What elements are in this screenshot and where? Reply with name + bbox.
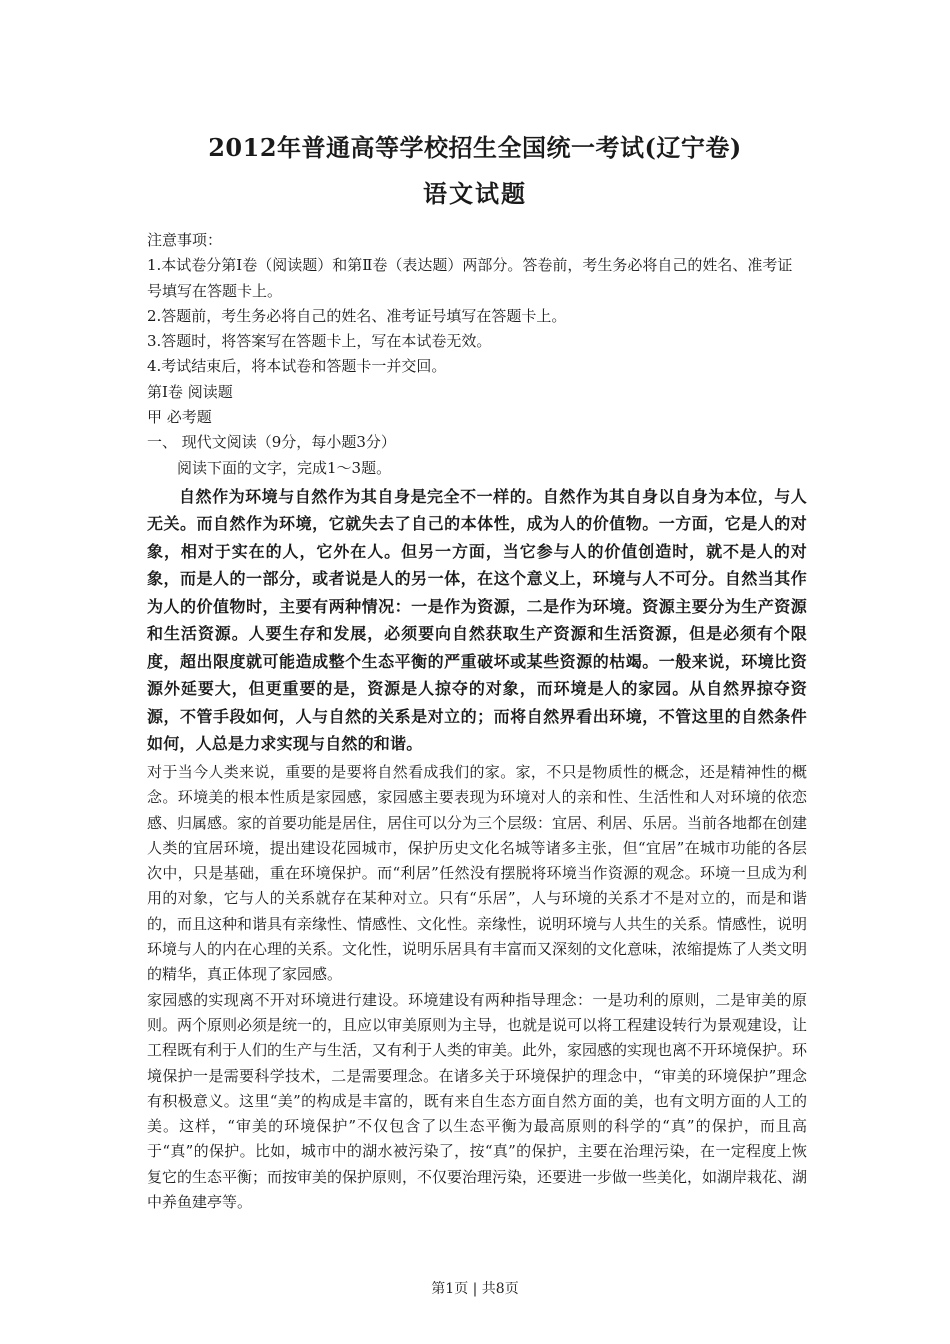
note-item-3: 3.答题时，将答案写在答题卡上，写在本试卷无效。 (147, 332, 492, 351)
page-footer: 第1页 | 共8页 (431, 1281, 519, 1297)
passage-paragraph-1: 自然作为环境与自然作为其自身是完全不一样的。自然作为其自身以自身为本位，与人无关。而自然作为环境，它就失去了自己的本体性，成为人的价值物。一方面，它是人的对象，相对于实在的人，它外在人。但另一方面，当它参与人的价值创造时，就不是人的对象，而是人的一部分，或者说是人的另一体，在这个意义上，环境与人不可分。自然当其作为人的价值物时，主要有两种情况：一是作为资源，二是作为环境。资源主要分为生产资源和生活资源。人要生存和发展，必须要向自然获取生产资源和生活资源，但是必须有个限度，超出限度就可能造成整个生态平衡的严重破坏或某些资源的枯竭。一般来说，环境比资源外延要大，但更重要的是，资源是人掠夺的对象，而环境是人的家园。从自然界掠夺资源，不管手段如何，人与自然的关系是对立的；而将自然界看出环境，不管这里的自然条件如何，人总是力求实现与自然的和谐。 (147, 486, 807, 754)
passage-paragraph-2: 对于当今人类来说，重要的是要将自然看成我们的家。家，不只是物质性的概念，还是精神性的概念。环境美的根本性质是家园感，家园感主要表现为环境对人的亲和性、生活性和人对环境的依恋感、归属感。家的首要功能是居住，居住可以分为三个层级：宜居、利居、乐居。当前各地都在创建人类的宜居环境，提出建设花园城市，保护历史文化名城等诸多主张，但“宜居”在城市功能的各层次中，只是基础，重在环境保护。而“利居”任然没有摆脱将环境当作资源的观念。环境一旦成为利用的对象，它与人的关系就存在某种对立。只有“乐居”，人与环境的关系才不是对立的，而是和谐的，而且这种和谐具有亲缘性、情感性、文化性。亲缘性，说明环境与人共生的关系。情感性，说明环境与人的内在心理的关系。文化性，说明乐居具有丰富而又深刻的文化意味，浓缩提炼了人类文明的精华，真正体现了家园感。 (147, 762, 808, 984)
note-item-2: 2.答题前，考生务必将自己的姓名、准考证号填写在答题卡上。 (147, 306, 567, 325)
passage-paragraph-3: 家园感的实现离不开对环境进行建设。环境建设有两种指导理念：一是功利的原则，二是审美的原则。两个原则必须是统一的，且应以审美原则为主导，也就是说可以将工程建设转行为景观建设，让工程既有利于人们的生产与生活，又有利于人类的审美。此外，家园感的实现也离不开环境保护。环境保护一是需要科学技术，二是需要理念。在诸多关于环境保护的理念中，“审美的环境保护”理念有积极意义。这里“美”的构成是丰富的，既有来自生态方面自然方面的美，也有文明方面的人工的美。这样，“审美的环境保护”不仅包含了以生态平衡为最高原则的科学的“真”的保护，而且高于“真”的保护。比如，城市中的湖水被污染了，按“真”的保护，主要在治理污染，在一定程度上恢复它的生态平衡；而按审美的保护原则，不仅要治理污染，还要进一步做一些美化，如湖岸栽花、湖中养鱼建亭等。 (147, 990, 808, 1212)
notes-heading: 注意事项： (147, 231, 223, 249)
question-heading: 一、 现代文阅读（9分，每小题3分） (147, 433, 396, 452)
reading-instruction: 阅读下面的文字，完成1～3题。 (177, 458, 392, 477)
exam-subtitle: 语文试题 (423, 179, 527, 208)
exam-body (147, 228, 807, 1215)
note-item-4: 4.考试结束后，将本试卷和答题卡一并交回。 (147, 357, 447, 376)
volume-heading: 第Ⅰ卷 阅读题 (147, 382, 233, 401)
part-heading: 甲 必考题 (147, 408, 212, 427)
note-item-1: 1.本试卷分第Ⅰ卷（阅读题）和第Ⅱ卷（表达题）两部分。答卷前，考生务必将自己的姓名、准考证号填写在答题卡上。 (147, 256, 793, 300)
exam-title: 2012年普通高等学校招生全国统一考试(辽宁卷) (208, 133, 742, 162)
